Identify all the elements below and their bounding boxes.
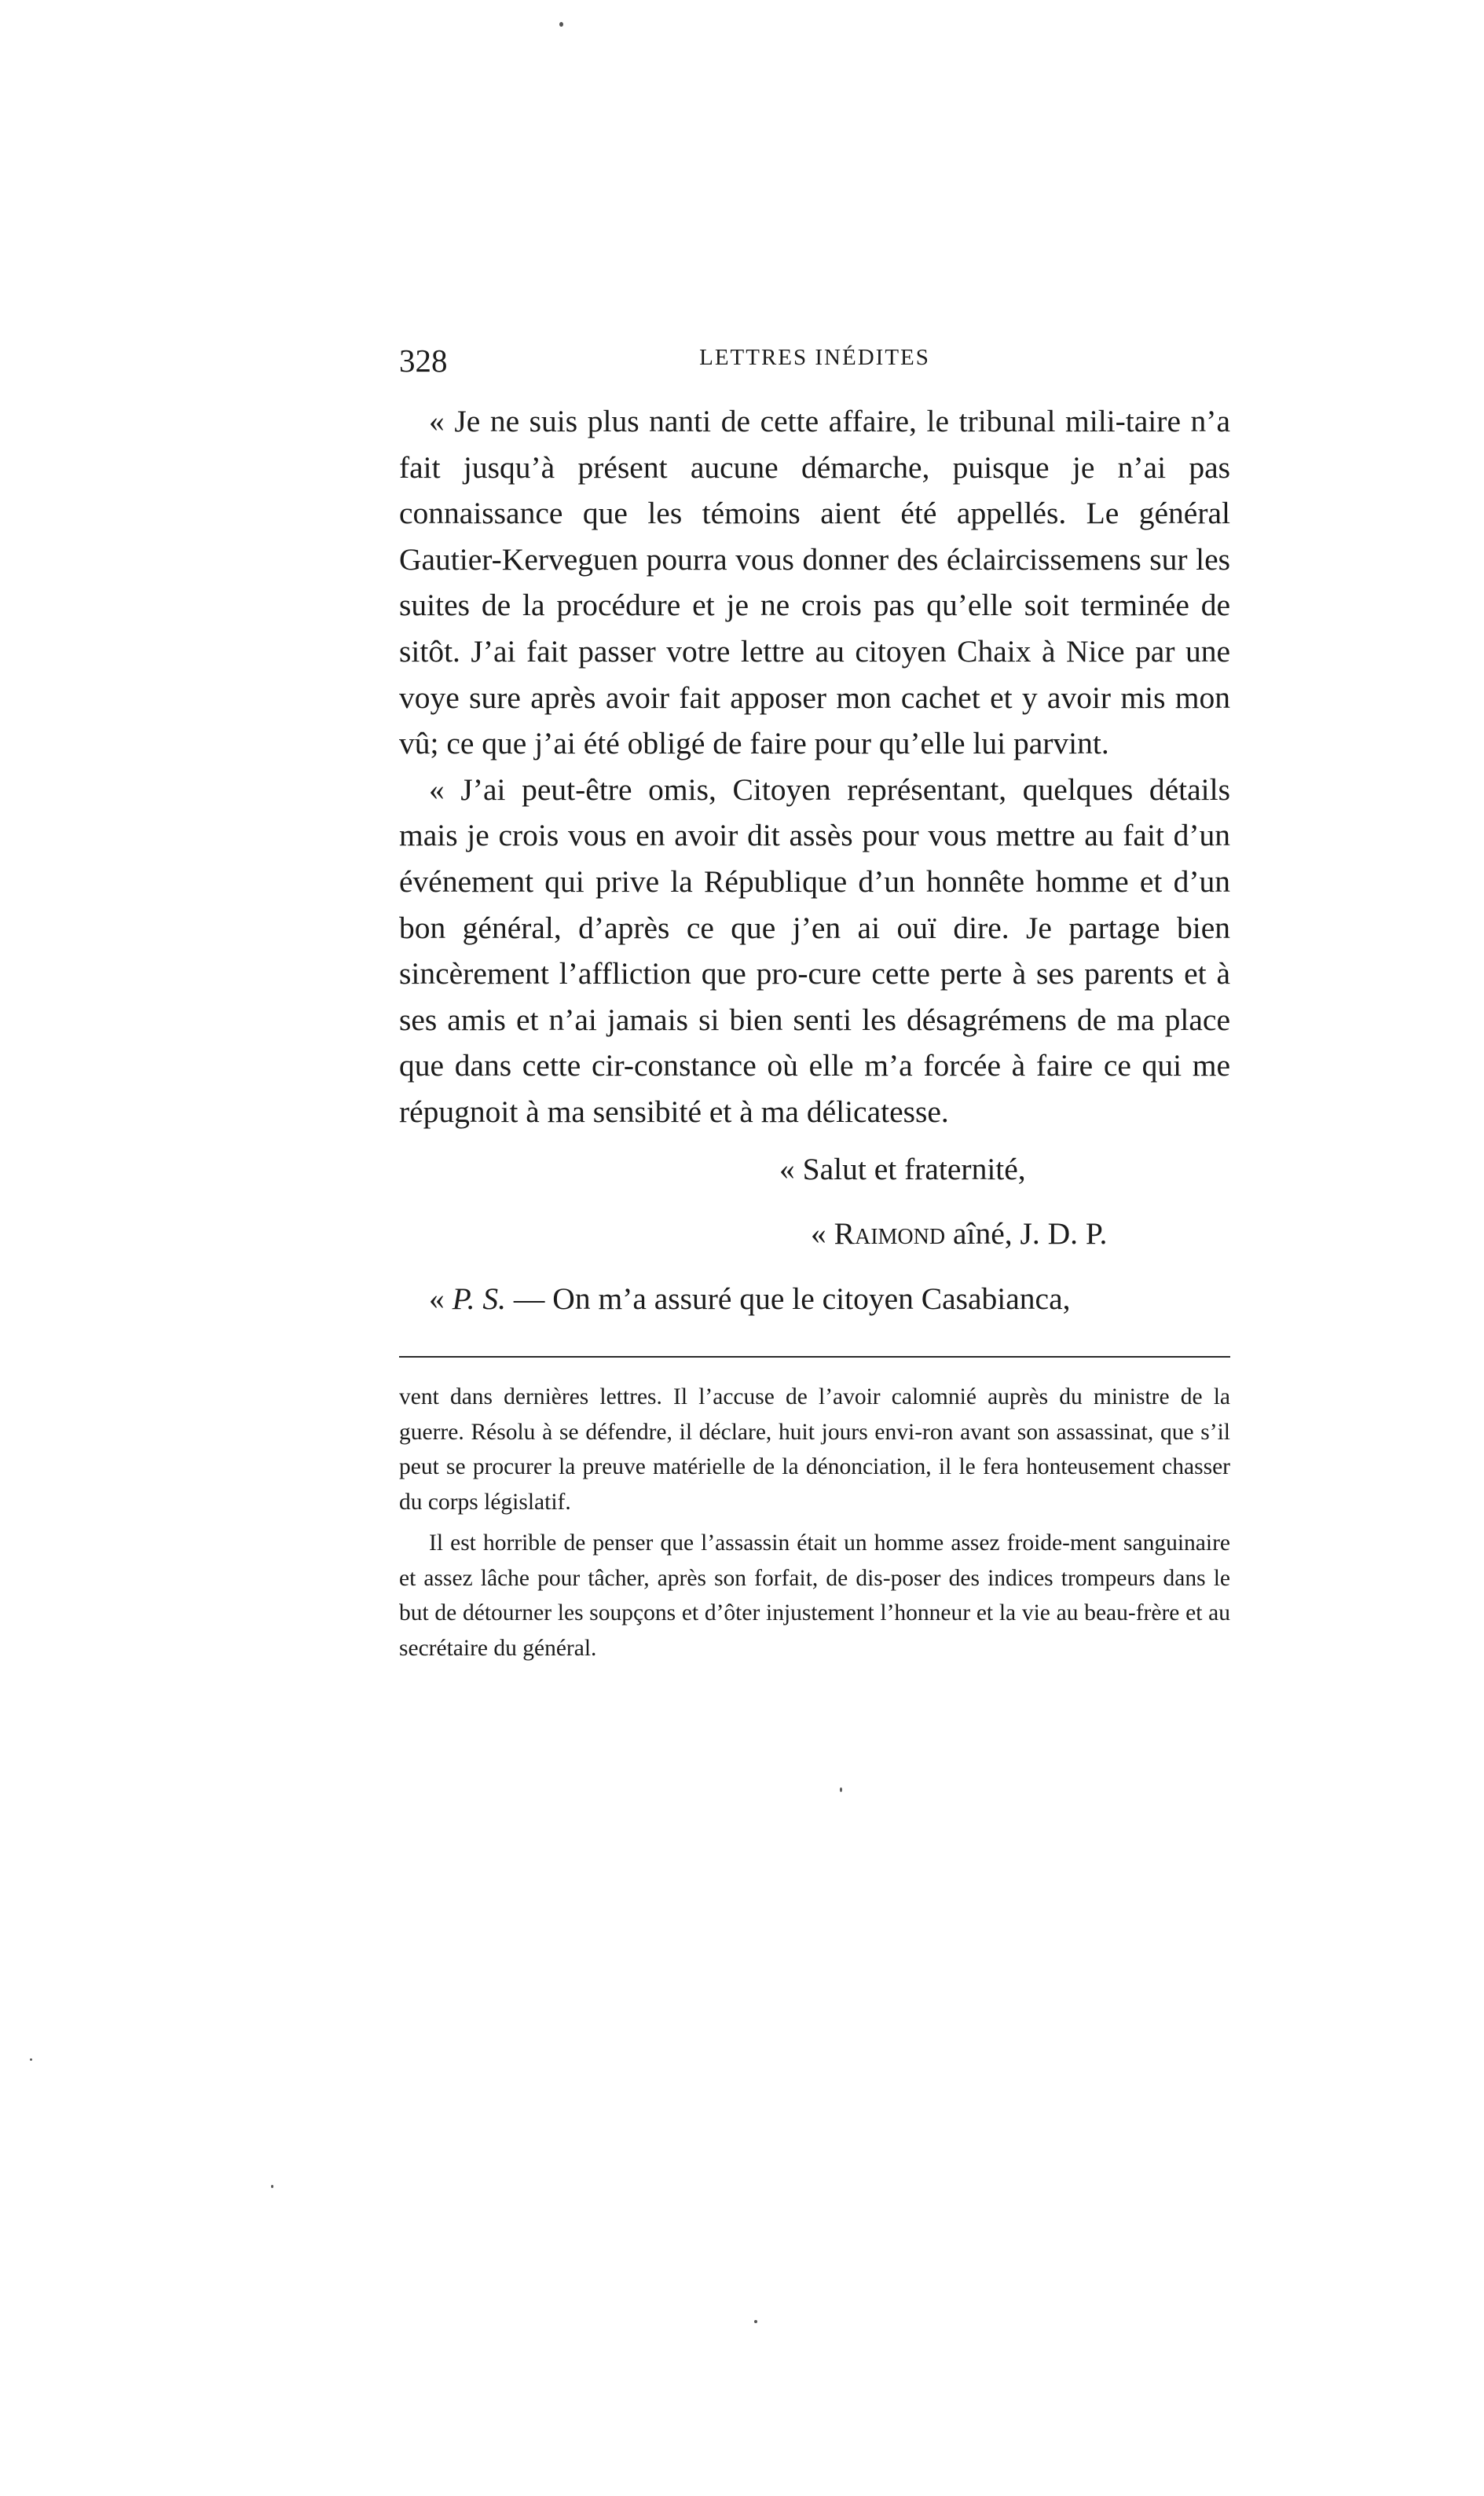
running-title: LETTRES INÉDITES	[699, 345, 930, 370]
postscript-prefix: «	[429, 1281, 453, 1316]
page-number: 328	[399, 343, 448, 379]
signature-name: Raimond	[834, 1216, 946, 1252]
paragraph-2: « J’ai peut-être omis, Citoyen représentant, quelques détails mais je crois vous en avoir dit assès pour vous mettre au fait d’un événement qui prive la République d’un honnête homme et d’un bon général, d’après ce que j’en ai ouï dire. Je partage bien sincèrement l’affliction que pro-cure cette perte à ses parents et à ses amis et n’ai jamais si bien senti les désagrémens de ma place que dans cette cir-constance où elle m’a forcée à faire ce qui me répugnoit à ma sensibité et à ma délicatesse.	[399, 772, 1230, 1129]
salutation: « Salut et fraternité,	[779, 1151, 1026, 1186]
letter-body	[399, 398, 1230, 1135]
footnote-paragraph: Il est horrible de penser que l’assassin était un homme assez froide-ment sanguinaire et assez lâche pour tâcher, après son forfait, de dis-poser des indices trompeurs dans le but de détourner les soupçons et d’ôter injustement l’honneur et la vie au beau-frère et au secrétaire du général.	[399, 1530, 1230, 1661]
paragraph-1: « Je ne suis plus nanti de cette affaire, le tribunal mili-taire n’a fait jusqu’à présent aucune démarche, puisque je n’ai pas connaissance que les témoins aient été appellés. Le général Gautier-Kerveguen pourra vous donner des éclaircissemens sur les suites de la procédure et je ne crois pas qu’elle soit terminée de sitôt. J’ai fait passer votre lettre au citoyen Chaix à Nice par une voye sure après avoir fait apposer mon cachet et y avoir mis mon vû; ce que j’ai été obligé de faire pour qu’elle lui parvint.	[399, 404, 1230, 761]
footnote-divider	[399, 1356, 1230, 1358]
postscript	[399, 1276, 1230, 1322]
running-head	[399, 342, 1230, 389]
signature-prefix: «	[811, 1216, 834, 1252]
footnote-continuation: vent dans dernières lettres. Il l’accuse de l’avoir calomnié auprès du ministre de la guerre. Résolu à se défendre, il déclare, huit jours envi-ron avant son assassinat, que s’il peut se procurer la preuve matérielle de la dénonciation, il le fera honteusement chasser du corps législatif.	[399, 1384, 1230, 1515]
signature	[399, 1211, 1230, 1257]
letter-closing	[399, 1146, 1230, 1322]
signature-rest: aîné, J. D. P.	[945, 1216, 1108, 1252]
book-page	[399, 342, 1230, 1666]
postscript-text: — On m’a assuré que le citoyen Casabianca,	[506, 1281, 1071, 1316]
postscript-label: P. S.	[452, 1281, 507, 1316]
footnotes	[399, 1380, 1230, 1666]
